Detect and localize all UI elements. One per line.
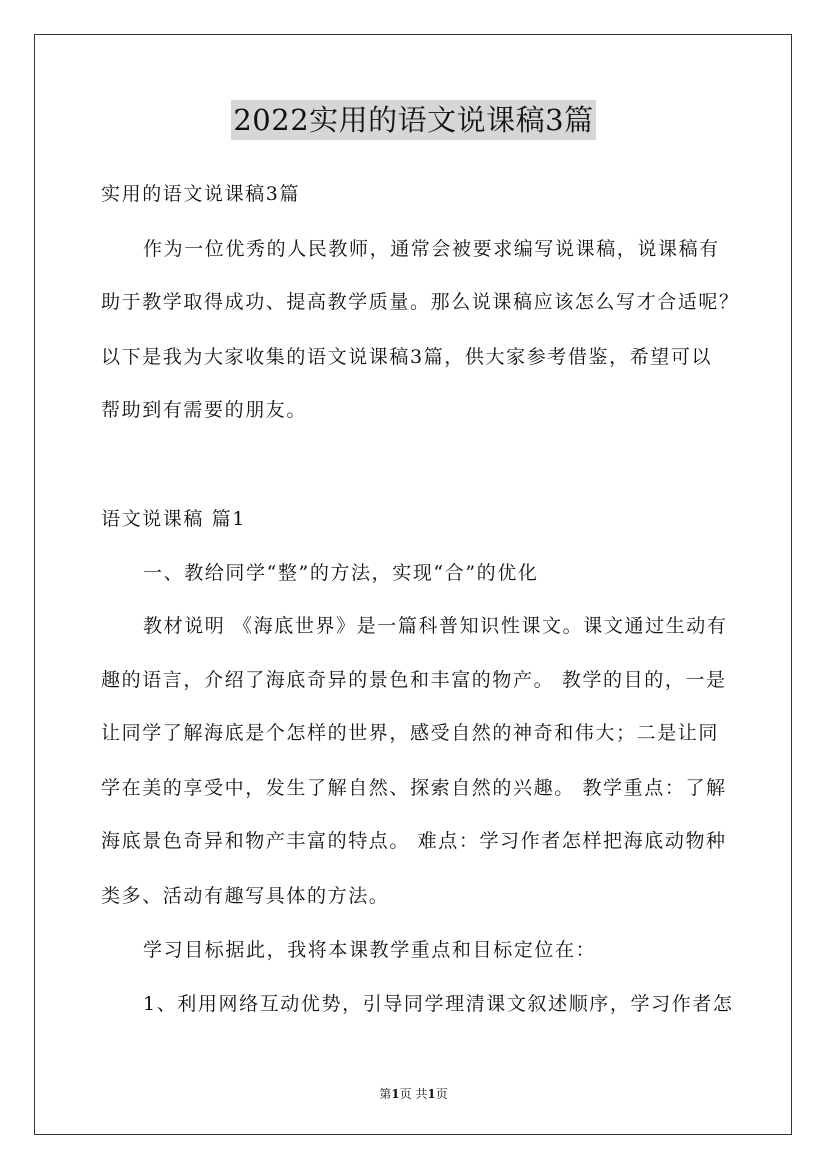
section-line: 海底景色奇异和物产丰富的特点。 难点：学习作者怎样把海底动物种 (101, 830, 727, 852)
section-line: 一、教给同学“整”的方法，实现“合”的优化 (143, 562, 539, 584)
section-heading: 语文说课稿 篇1 (101, 508, 246, 530)
document-title: 2022实用的语文说课稿3篇 (231, 100, 595, 140)
section-line: 趣的语言，介绍了海底奇异的景色和丰富的物产。 教学的目的，一是 (101, 669, 727, 691)
section-line: 学习目标据此，我将本课教学重点和目标定位在： (143, 939, 597, 961)
section-line: 学在美的享受中，发生了解自然、探索自然的兴趣。 教学重点：了解 (101, 777, 727, 799)
title-container (0, 100, 827, 140)
section-line: 让同学了解海底是个怎样的世界，感受自然的神奇和伟大；二是让同 (101, 722, 720, 744)
section-line: 教材说明 《海底世界》是一篇科普知识性课文。课文通过生动有 (143, 615, 728, 637)
page-footer (0, 1086, 827, 1102)
footer-prefix: 第 (379, 1087, 392, 1101)
intro-line: 作为一位优秀的人民教师，通常会被要求编写说课稿，说课稿有 (143, 238, 720, 260)
intro-line: 帮助到有需要的朋友。 (101, 399, 308, 421)
intro-line: 以下是我为大家收集的语文说课稿3篇，供大家参考借鉴，希望可以 (101, 346, 713, 368)
footer-total-pages: 1 (427, 1087, 436, 1101)
document-subtitle: 实用的语文说课稿3篇 (101, 183, 301, 205)
section-line: 类多、活动有趣写具体的方法。 (101, 885, 390, 907)
footer-mid: 页 共 (399, 1087, 428, 1101)
intro-line: 助于教学取得成功、提高教学质量。那么说课稿应该怎么写才合适呢？ (101, 291, 740, 313)
footer-suffix: 页 (435, 1087, 448, 1101)
section-line: 1、利用网络互动优势，引导同学理清课文叙述顺序，学习作者怎 (143, 993, 734, 1015)
footer-current-page: 1 (391, 1087, 400, 1101)
